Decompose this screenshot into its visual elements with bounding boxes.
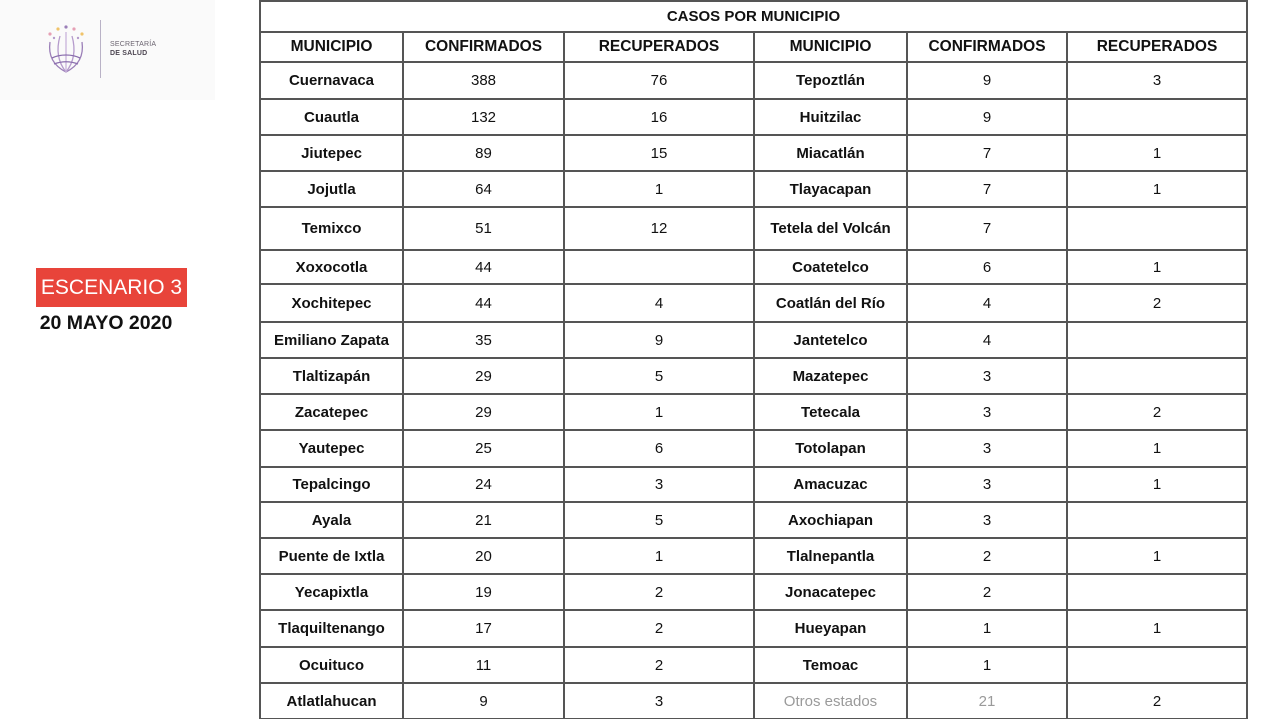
confirmados-cell-2: 7 — [907, 171, 1067, 207]
logo-panel — [0, 0, 215, 100]
municipio-cell: Tlaltizapán — [260, 358, 403, 394]
column-header-recuperados-2: RECUPERADOS — [1067, 32, 1247, 62]
recuperados-cell-2 — [1067, 322, 1247, 358]
municipio-cell-2: Coatlán del Río — [754, 284, 907, 322]
recuperados-cell: 1 — [564, 171, 754, 207]
municipio-cell: Yecapixtla — [260, 574, 403, 610]
table-body — [260, 62, 1247, 719]
confirmados-cell: 25 — [403, 430, 564, 467]
recuperados-cell-2: 1 — [1067, 610, 1247, 647]
recuperados-cell-2: 1 — [1067, 171, 1247, 207]
table-row — [260, 683, 1247, 719]
recuperados-cell-2: 3 — [1067, 62, 1247, 99]
municipio-cell: Ocuituco — [260, 647, 403, 683]
confirmados-cell: 11 — [403, 647, 564, 683]
recuperados-cell: 5 — [564, 502, 754, 538]
confirmados-cell-2: 3 — [907, 394, 1067, 430]
recuperados-cell-2 — [1067, 99, 1247, 135]
recuperados-cell: 12 — [564, 207, 754, 250]
confirmados-cell: 29 — [403, 394, 564, 430]
municipio-cell: Zacatepec — [260, 394, 403, 430]
table-header-row — [260, 32, 1247, 62]
confirmados-cell: 44 — [403, 250, 564, 284]
recuperados-cell — [564, 250, 754, 284]
table-row — [260, 135, 1247, 171]
confirmados-cell-2: 4 — [907, 284, 1067, 322]
table-row — [260, 322, 1247, 358]
table-row — [260, 99, 1247, 135]
cases-by-municipality-table — [259, 0, 1248, 719]
municipio-cell: Yautepec — [260, 430, 403, 467]
scenario-date: 20 MAYO 2020 — [39, 312, 173, 334]
municipio-cell-2: Tlayacapan — [754, 171, 907, 207]
confirmados-cell-2: 2 — [907, 538, 1067, 574]
confirmados-cell: 35 — [403, 322, 564, 358]
municipio-cell-2: Tetela del Volcán — [754, 207, 907, 250]
municipio-cell-2: Temoac — [754, 647, 907, 683]
confirmados-cell-2: 21 — [907, 683, 1067, 719]
municipio-cell-2: Totolapan — [754, 430, 907, 467]
column-header-municipio: MUNICIPIO — [260, 32, 403, 62]
recuperados-cell-2: 1 — [1067, 538, 1247, 574]
recuperados-cell: 1 — [564, 538, 754, 574]
confirmados-cell: 9 — [403, 683, 564, 719]
confirmados-cell-2: 2 — [907, 574, 1067, 610]
municipio-cell-2: Mazatepec — [754, 358, 907, 394]
municipio-cell: Xoxocotla — [260, 250, 403, 284]
confirmados-cell: 64 — [403, 171, 564, 207]
confirmados-cell-2: 3 — [907, 502, 1067, 538]
municipio-cell: Cuautla — [260, 99, 403, 135]
municipio-cell: Atlatlahucan — [260, 683, 403, 719]
confirmados-cell-2: 7 — [907, 135, 1067, 171]
municipio-cell: Puente de Ixtla — [260, 538, 403, 574]
table-row — [260, 467, 1247, 502]
table-row — [260, 502, 1247, 538]
recuperados-cell: 1 — [564, 394, 754, 430]
table-row — [260, 250, 1247, 284]
table-row — [260, 394, 1247, 430]
recuperados-cell: 6 — [564, 430, 754, 467]
recuperados-cell-2: 2 — [1067, 394, 1247, 430]
confirmados-cell-2: 9 — [907, 62, 1067, 99]
municipio-cell-2: Amacuzac — [754, 467, 907, 502]
municipio-cell-2: Coatetelco — [754, 250, 907, 284]
confirmados-cell: 20 — [403, 538, 564, 574]
table-row — [260, 62, 1247, 99]
recuperados-cell: 5 — [564, 358, 754, 394]
confirmados-cell: 21 — [403, 502, 564, 538]
logo-text-line1: SECRETARÍA — [110, 41, 157, 48]
confirmados-cell-2: 1 — [907, 647, 1067, 683]
municipio-cell-2: Jantetelco — [754, 322, 907, 358]
confirmados-cell-2: 7 — [907, 207, 1067, 250]
confirmados-cell: 44 — [403, 284, 564, 322]
logo-divider — [100, 20, 101, 78]
municipio-cell: Jiutepec — [260, 135, 403, 171]
confirmados-cell-2: 9 — [907, 99, 1067, 135]
confirmados-cell-2: 4 — [907, 322, 1067, 358]
logo-text-line2: DE SALUD — [110, 50, 148, 57]
recuperados-cell: 3 — [564, 683, 754, 719]
municipio-cell: Ayala — [260, 502, 403, 538]
table-title: CASOS POR MUNICIPIO — [260, 1, 1247, 32]
column-header-recuperados: RECUPERADOS — [564, 32, 754, 62]
municipio-cell-2: Axochiapan — [754, 502, 907, 538]
recuperados-cell-2: 1 — [1067, 250, 1247, 284]
confirmados-cell: 132 — [403, 99, 564, 135]
recuperados-cell: 2 — [564, 647, 754, 683]
table-row — [260, 574, 1247, 610]
table-row — [260, 284, 1247, 322]
municipio-cell-2: Tlalnepantla — [754, 538, 907, 574]
table-title-row — [260, 1, 1247, 32]
municipio-cell-2: Otros estados — [754, 683, 907, 719]
recuperados-cell: 76 — [564, 62, 754, 99]
recuperados-cell-2: 2 — [1067, 683, 1247, 719]
recuperados-cell: 16 — [564, 99, 754, 135]
secretaria-de-salud-emblem-icon — [40, 22, 92, 76]
municipio-cell: Jojutla — [260, 171, 403, 207]
municipio-cell-2: Tepoztlán — [754, 62, 907, 99]
confirmados-cell-2: 1 — [907, 610, 1067, 647]
confirmados-cell-2: 3 — [907, 358, 1067, 394]
recuperados-cell-2: 1 — [1067, 135, 1247, 171]
recuperados-cell-2 — [1067, 647, 1247, 683]
municipio-cell: Emiliano Zapata — [260, 322, 403, 358]
municipio-cell: Temixco — [260, 207, 403, 250]
recuperados-cell-2: 1 — [1067, 467, 1247, 502]
municipio-cell-2: Jonacatepec — [754, 574, 907, 610]
municipio-cell-2: Tetecala — [754, 394, 907, 430]
confirmados-cell: 89 — [403, 135, 564, 171]
confirmados-cell: 19 — [403, 574, 564, 610]
column-header-confirmados-2: CONFIRMADOS — [907, 32, 1067, 62]
municipio-cell: Tepalcingo — [260, 467, 403, 502]
recuperados-cell-2 — [1067, 207, 1247, 250]
municipio-cell-2: Hueyapan — [754, 610, 907, 647]
recuperados-cell: 4 — [564, 284, 754, 322]
confirmados-cell: 17 — [403, 610, 564, 647]
municipio-cell-2: Miacatlán — [754, 135, 907, 171]
recuperados-cell: 3 — [564, 467, 754, 502]
table-row — [260, 610, 1247, 647]
recuperados-cell: 15 — [564, 135, 754, 171]
confirmados-cell: 24 — [403, 467, 564, 502]
column-header-confirmados: CONFIRMADOS — [403, 32, 564, 62]
municipio-cell: Xochitepec — [260, 284, 403, 322]
recuperados-cell-2 — [1067, 358, 1247, 394]
table-row — [260, 538, 1247, 574]
confirmados-cell: 29 — [403, 358, 564, 394]
municipio-cell-2: Huitzilac — [754, 99, 907, 135]
recuperados-cell-2 — [1067, 574, 1247, 610]
table-row — [260, 207, 1247, 250]
confirmados-cell-2: 3 — [907, 430, 1067, 467]
municipio-cell: Tlaquiltenango — [260, 610, 403, 647]
table-row — [260, 358, 1247, 394]
logo-text — [110, 40, 156, 58]
column-header-municipio-2: MUNICIPIO — [754, 32, 907, 62]
table-row — [260, 430, 1247, 467]
scenario-badge: ESCENARIO 3 — [36, 268, 187, 307]
confirmados-cell: 388 — [403, 62, 564, 99]
table-row — [260, 647, 1247, 683]
confirmados-cell-2: 3 — [907, 467, 1067, 502]
municipio-cell: Cuernavaca — [260, 62, 403, 99]
confirmados-cell-2: 6 — [907, 250, 1067, 284]
table-row — [260, 171, 1247, 207]
recuperados-cell-2: 1 — [1067, 430, 1247, 467]
confirmados-cell: 51 — [403, 207, 564, 250]
recuperados-cell: 2 — [564, 574, 754, 610]
recuperados-cell: 2 — [564, 610, 754, 647]
recuperados-cell: 9 — [564, 322, 754, 358]
recuperados-cell-2: 2 — [1067, 284, 1247, 322]
recuperados-cell-2 — [1067, 502, 1247, 538]
